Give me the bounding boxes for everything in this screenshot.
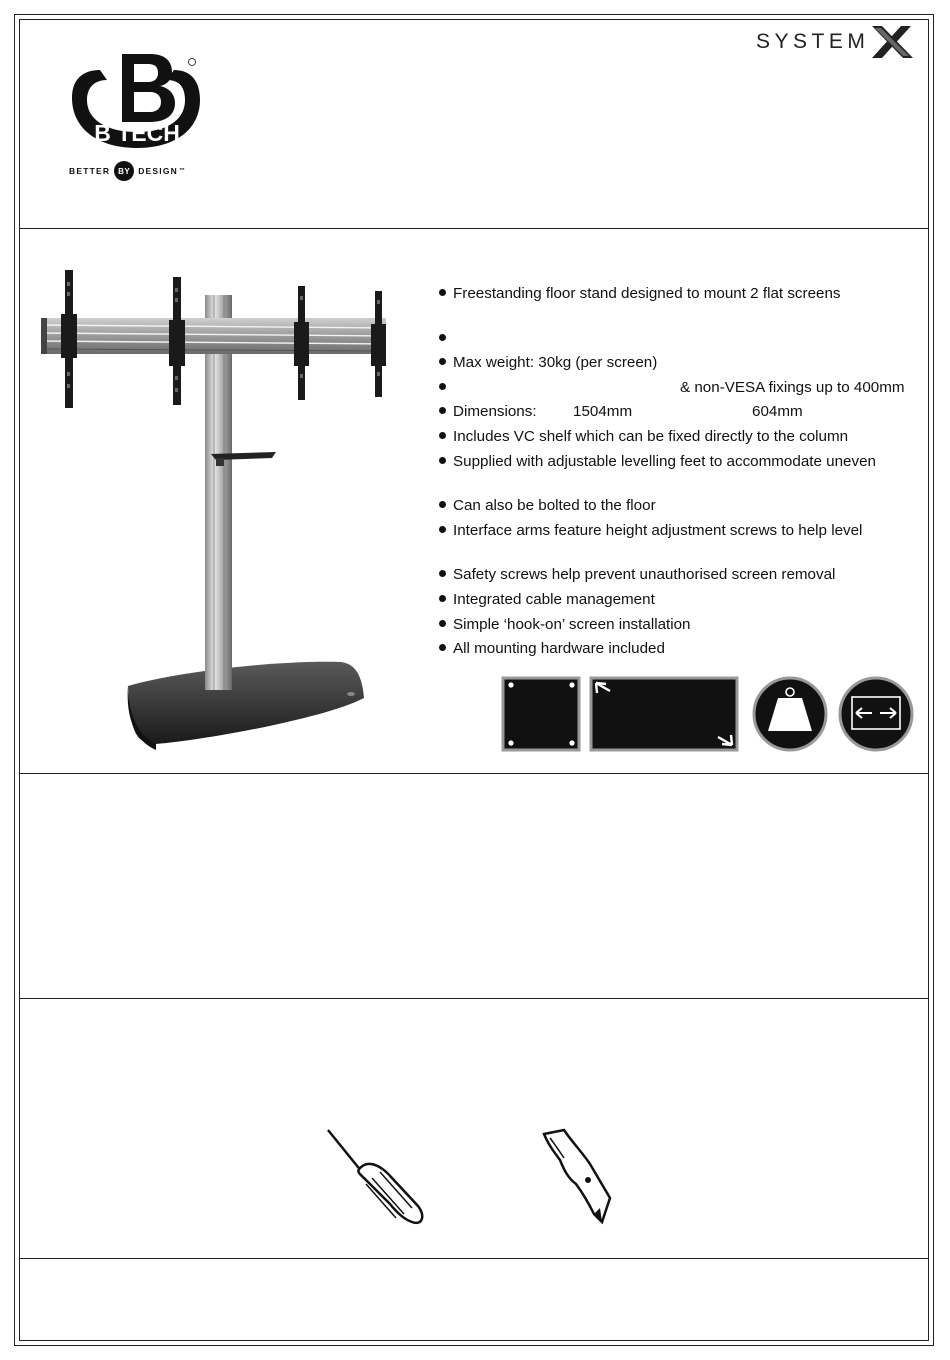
feature-item: Max weight: 30kg (per screen) [439, 351, 929, 376]
section-divider-middle [19, 998, 929, 999]
tagline-by-badge: BY [114, 161, 134, 181]
feature-item: Interface arms feature height adjustment screws to help level [439, 519, 929, 544]
bullet-icon [439, 407, 446, 414]
floor-stand-product-image [36, 262, 396, 762]
vesa-wide-icon [591, 678, 737, 750]
bullet-icon [439, 644, 446, 651]
width-adjust-icon [840, 678, 912, 750]
screwdriver-icon [328, 1130, 422, 1223]
bullet-icon [439, 526, 446, 533]
bullet-icon [439, 620, 446, 627]
bullet-icon [439, 595, 446, 602]
bullet-icon [439, 334, 446, 341]
section-divider-features [19, 773, 929, 774]
feature-item: Can also be bolted to the floor [439, 494, 929, 519]
tools-required [320, 1122, 630, 1232]
bullet-icon [439, 432, 446, 439]
tagline-right: DESIGN [138, 166, 178, 176]
feature-item [439, 327, 929, 352]
tagline-trademark: ™ [179, 168, 187, 174]
bullet-icon [439, 358, 446, 365]
feature-item: Dimensions: 1504mm 604mm [439, 400, 929, 425]
feature-item: & non-VESA fixings up to 400mm [439, 376, 929, 401]
logo-tagline [69, 161, 186, 181]
bullet-icon [439, 383, 446, 390]
tagline-left: BETTER [69, 166, 111, 176]
system-x-word: SYSTEM [756, 30, 870, 53]
bullet-icon [439, 457, 446, 464]
feature-item: Freestanding floor stand designed to mount 2 flat screens [439, 282, 929, 307]
system-x-letter [869, 24, 915, 60]
feature-item: Includes VC shelf which can be fixed directly to the column [439, 425, 929, 450]
vesa-square-icon [503, 678, 579, 750]
feature-item: Integrated cable management [439, 588, 929, 613]
utility-knife-icon [544, 1130, 610, 1222]
spec-icons-row [500, 673, 920, 755]
bullet-icon [439, 570, 446, 577]
bullet-icon [439, 501, 446, 508]
feature-item: Supplied with adjustable levelling feet to accommodate uneven [439, 450, 929, 475]
feature-item: Simple ‘hook-on’ screen installation [439, 613, 929, 638]
feature-item: All mounting hardware included [439, 637, 929, 662]
bullet-icon [439, 289, 446, 296]
system-x-logo [756, 24, 915, 60]
max-weight-icon [754, 678, 826, 750]
logo-text: B TECH [94, 120, 180, 146]
section-divider-tools [19, 1258, 929, 1259]
feature-list [439, 282, 929, 662]
section-divider-header [19, 228, 929, 229]
feature-item: Safety screws help prevent unauthorised screen removal [439, 563, 929, 588]
